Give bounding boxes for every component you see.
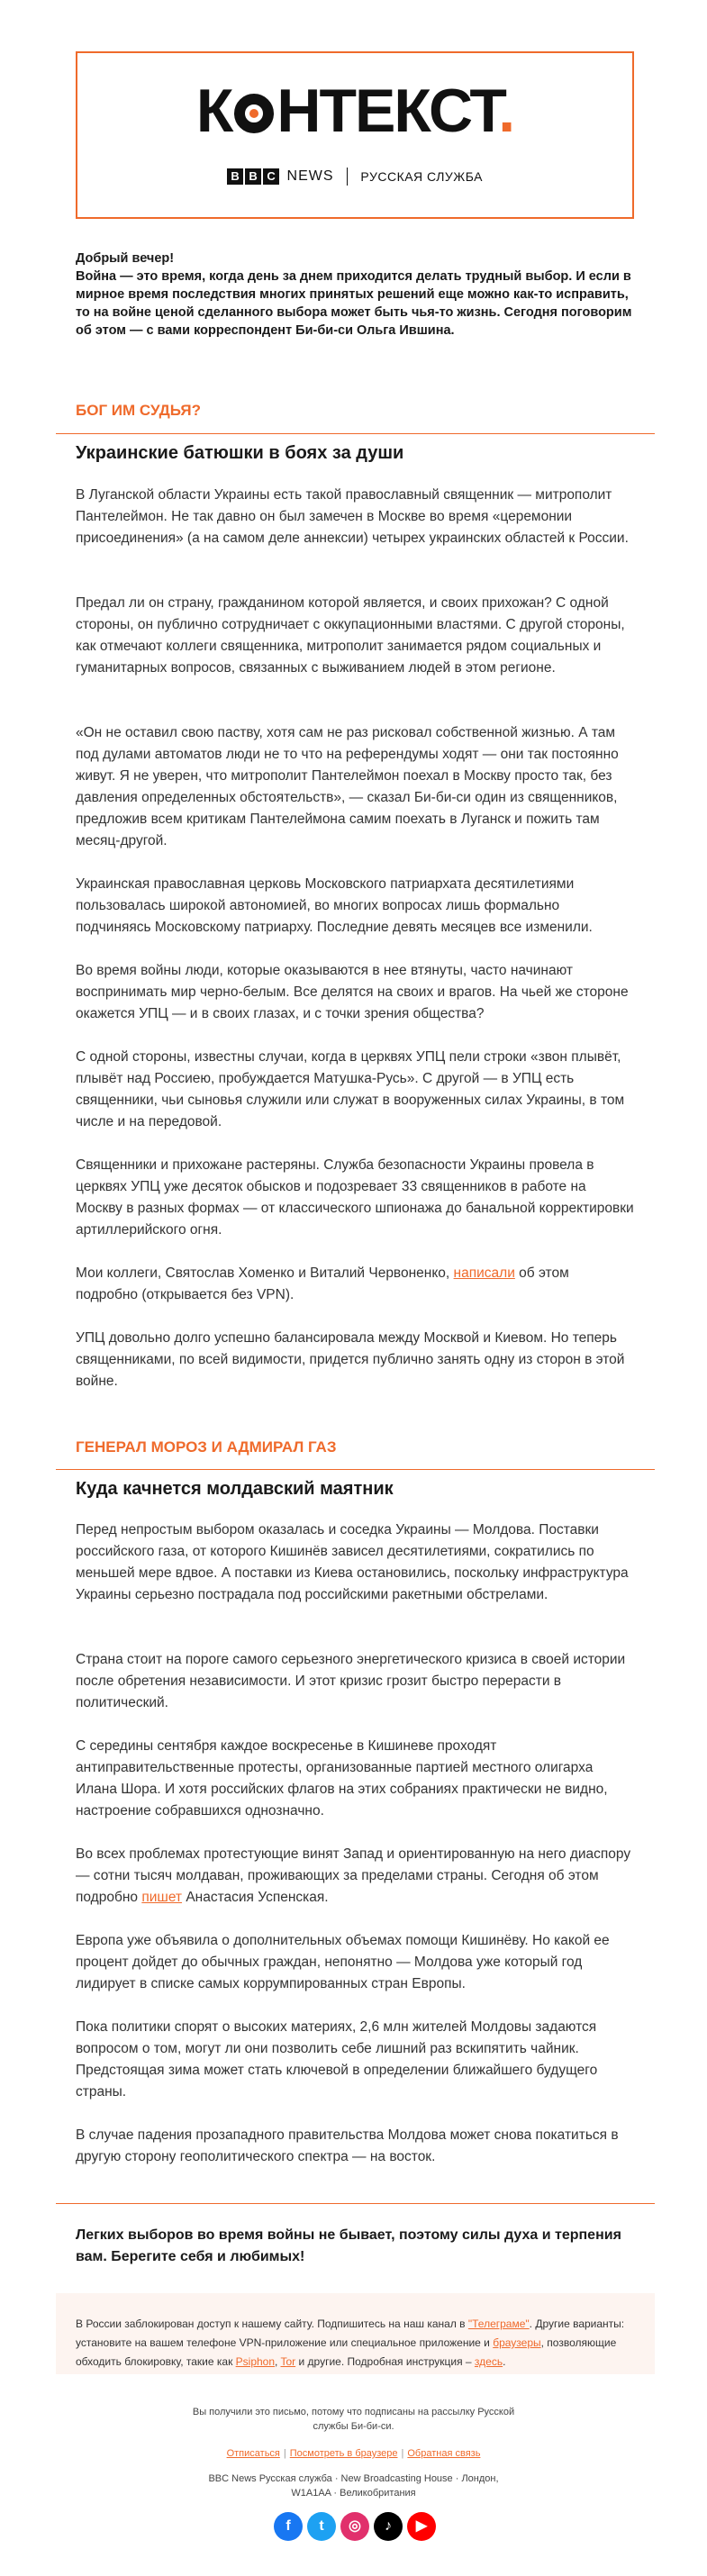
footer-address: BBC News Русская служба · New Broadcasting House · Лондон, W1A1AA · Великобритания: [208, 2473, 499, 2499]
paragraph: Во время войны люди, которые оказываются в нее втянуты, часто начинают воспринимать мир черно-белым. Все делятся на своих и врагов. На чьей же стороне окажется УПЦ — и в своих глазах, и с точки зрения общества?: [76, 963, 629, 1021]
article-link[interactable]: пишет: [141, 1890, 183, 1905]
section-title-1: Украинские батюшки в боях за души: [76, 443, 404, 463]
tiktok-icon[interactable]: ♪: [374, 2512, 403, 2541]
vpn-notice: В России заблокирован доступ к нашему сайту. Подпишитесь на наш канал в "Телеграме". Другие варианты: установите на вашем телефоне VPN-приложение или специальное приложение и браузеры, позволяющие обходить блокировку, такие как Psiphon, Tor и другие. Подробная инструкция – здесь.: [56, 2293, 655, 2374]
footer-links: Отписаться | Посмотреть в браузере | Обратная связь: [226, 2448, 481, 2459]
paragraph: Священники и прихожане растеряны. Служба безопасности Украины провела в церквях УПЦ уже десяток обысков и подозревает 33 священников в работе на Москву в разных формах — от классического шпионажа до банальной корректировки артиллерийского огня.: [76, 1157, 634, 1238]
outro-rule: [56, 2203, 655, 2204]
paragraph: Страна стоит на пороге самого серьезного энергетического кризиса в своей истории после обретения независимости. И этот кризис грозит быстро перерасти в политический.: [76, 1652, 626, 1710]
subscription-reason: Вы получили это письмо, потому что подписаны на рассылку Русской службы Би-би-си.: [192, 2407, 515, 2432]
paragraph: В случае падения прозападного правительства Молдова может снова покатиться в другую сторону геополитического спектра — на восток.: [76, 2127, 619, 2164]
unsubscribe-link[interactable]: Отписаться: [226, 2448, 280, 2459]
youtube-icon[interactable]: ▶: [407, 2512, 436, 2541]
telegram-link[interactable]: "Телеграме": [467, 2317, 530, 2330]
section-rule-2: [56, 1469, 655, 1470]
intro: [76, 249, 634, 340]
instructions-link[interactable]: здесь: [474, 2355, 503, 2368]
article-link[interactable]: написали: [453, 1265, 515, 1281]
paragraph: «Он не оставил свою паству, хотя сам не раз рисковал собственной жизнью. А там под дулами автоматов люди не то что на референдумы ходят — они так постоянно живут. Я не уверен, что митрополит Пантелеймон поехал в Москву просто так, без давления определенных обстоятельств», — сказал Би-би-си один из священников, предложив всем критикам Пантелеймона самим поехать в Луганск и пожить там месяц-другой.: [76, 725, 619, 848]
intro-text: Война — это время, когда день за днем приходится делать трудный выбор. И если в мирное время последствия многих принятых решений еще можно как-то исправить, то на войне ценой сделанного выбора может быть чья-то жизнь. Сегодня поговорим об этом — с вами корреспондент Би-би-си Ольга Ившина.: [76, 269, 632, 338]
facebook-icon[interactable]: f: [274, 2512, 303, 2541]
logo: К НТЕКСТ.: [195, 77, 514, 145]
sign-off: Легких выборов во время войны не бывает, поэтому силы духа и терпения вам. Берегите себя и любимых!: [76, 2227, 621, 2264]
divider: [347, 168, 348, 186]
header-banner: [76, 51, 634, 219]
section-tag-2: ГЕНЕРАЛ МОРОЗ И АДМИРАЛ ГАЗ: [76, 1438, 337, 1456]
tor-link[interactable]: Tor: [280, 2355, 296, 2368]
logo-o-mark: [234, 94, 274, 133]
browsers-link[interactable]: браузеры: [493, 2336, 541, 2349]
social-links: [274, 2512, 436, 2541]
paragraph: В Луганской области Украины есть такой православный священник — митрополит Пантелеймон. Не так давно он был замечен в Москве во время «церемонии присоединения» (а на самом деле аннексии) четырех украинских областей к России.: [76, 487, 629, 546]
paragraph: УПЦ довольно долго успешно балансировала между Москвой и Киевом. Но теперь священниками, по всей видимости, придется публично занять одну из сторон в этой войне.: [76, 1330, 625, 1389]
paragraph: Пока политики спорят о высоких материях, 2,6 млн жителей Молдовы задаются вопросом о том, могут ли они позволить себе лишний раз вскипятить чайник. Предстоящая зима может стать ключевой в определении ближайшего будущего страны.: [76, 2019, 598, 2100]
service-label: РУССКАЯ СЛУЖБА: [360, 169, 483, 184]
feedback-link[interactable]: Обратная связь: [407, 2448, 481, 2459]
instagram-icon[interactable]: ◎: [340, 2512, 369, 2541]
paragraph: Перед непростым выбором оказалась и соседка Украины — Молдова. Поставки российского газа, от которого Кишинёв зависел десятилетиями, сократились по меньшей мере вдвое. А поставки из Киева остановились, поскольку инфраструктура Украины серьезно пострадала под российскими ракетными обстрелами.: [76, 1522, 629, 1602]
paragraph: С одной стороны, известны случаи, когда в церквях УПЦ пели строки «звон плывёт, плывёт над Россиею, пробуждается Матушка-Русь». С другой — в УПЦ есть священники, чьи сыновья служили или служат в вооруженных силах Украины, в том числе и на передовой.: [76, 1049, 625, 1129]
paragraph: Во всех проблемах протестующие винят Запад и ориентированную на него диаспору — сотни тысяч молдаван, проживающих за пределами страны. Сегодня об этом подробно пишет Анастасия Успенская.: [76, 1846, 631, 1905]
paragraph: С середины сентября каждое воскресенье в Кишиневе проходят антиправительственные протесты, организованные партией местного олигарха Илана Шора. И хотя российских флагов на этих собраниях практически не видно, настроение собравшихся однозначно.: [76, 1738, 608, 1819]
twitter-icon[interactable]: t: [307, 2512, 336, 2541]
bbc-logo: B B C: [227, 168, 279, 185]
view-in-browser-link[interactable]: Посмотреть в браузере: [289, 2448, 398, 2459]
section-title-2: Куда качнется молдавский маятник: [76, 1479, 394, 1499]
psiphon-link[interactable]: Psiphon: [235, 2355, 276, 2368]
greeting: Добрый вечер!: [76, 251, 175, 266]
paragraph: Предал ли он страну, гражданином которой является, и своих прихожан? С одной стороны, он публично сотрудничает с оккупационными властями. С другой стороны, как отмечают коллеги священника, митрополит занимается рядом социальных и гуманитарных вопросов, связанных с выживанием людей в этом регионе.: [76, 595, 625, 676]
paragraph: Европа уже объявила о дополнительных объемах помощи Кишинёву. Но какой ее процент дойдет до обычных граждан, непонятно — Молдова уже который год лидирует в списке самых коррумпированных стран Европы.: [76, 1933, 610, 1991]
paragraph: Украинская православная церковь Московского патриархата десятилетиями пользовалась широкой автономией, во многих вопросах лишь формально подчиняясь Московскому патриарху. Последние девять месяцев все изменили.: [76, 876, 593, 935]
paragraph: Мои коллеги, Святослав Хоменко и Виталий Червоненко, написали об этом подробно (открывается без VPN).: [76, 1265, 569, 1302]
section-tag-1: БОГ ИМ СУДЬЯ?: [76, 402, 201, 419]
section-rule-1: [56, 433, 655, 434]
news-label: NEWS: [286, 168, 334, 184]
bbc-brand-line: [77, 168, 632, 186]
